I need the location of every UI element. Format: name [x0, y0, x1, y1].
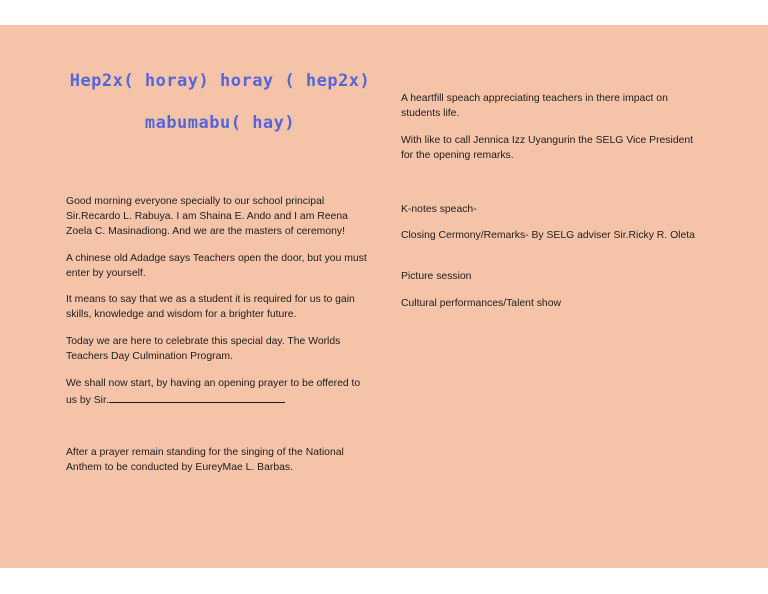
opening-remarks-paragraph: With like to call Jennica Izz Uyangurin the SELG Vice President for the opening remarks. [401, 135, 694, 161]
speech-paragraph: A heartfill speach appreciating teachers in there impact on students life. [401, 93, 668, 119]
name-blank-line [109, 391, 285, 403]
opening-prayer-paragraph [66, 376, 371, 408]
national-anthem-paragraph: After a prayer remain standing for the singing of the National Anthem to be conducted by EureyMae L. Barbas. [66, 447, 344, 473]
cultural-performances-item: Cultural performances/Talent show [401, 298, 561, 309]
celebration-paragraph: Today we are here to celebrate this special day. The Worlds Teachers Day Culmination Program. [66, 336, 341, 362]
adage-paragraph: A chinese old Adadge says Teachers open the door, but you must enter by yourself. [66, 253, 367, 279]
meaning-paragraph: It means to say that we as a student it is required for us to gain skills, knowledge and wisdom for a brighter future. [66, 294, 355, 320]
greeting-paragraph: Good morning everyone specially to our school principal Sir.Recardo L. Rabuya. I am Shaina E. Ando and I am Reena Zoela C. Masinadiong. And we are the masters of ceremony! [66, 196, 348, 237]
closing-remarks-item: Closing Cermony/Remarks- By SELG adviser Sir.Ricky R. Oleta [401, 230, 695, 241]
picture-session-item: Picture session [401, 271, 472, 282]
program-title-line-1: Hep2x( horay) horay ( hep2x) [69, 71, 371, 91]
opening-prayer-text: We shall now start, by having an opening prayer to be offered to us by Sir. [66, 378, 361, 406]
program-title-line-2: mabumabu( hay) [144, 113, 296, 133]
keynote-item: K-notes speach- [401, 204, 477, 215]
